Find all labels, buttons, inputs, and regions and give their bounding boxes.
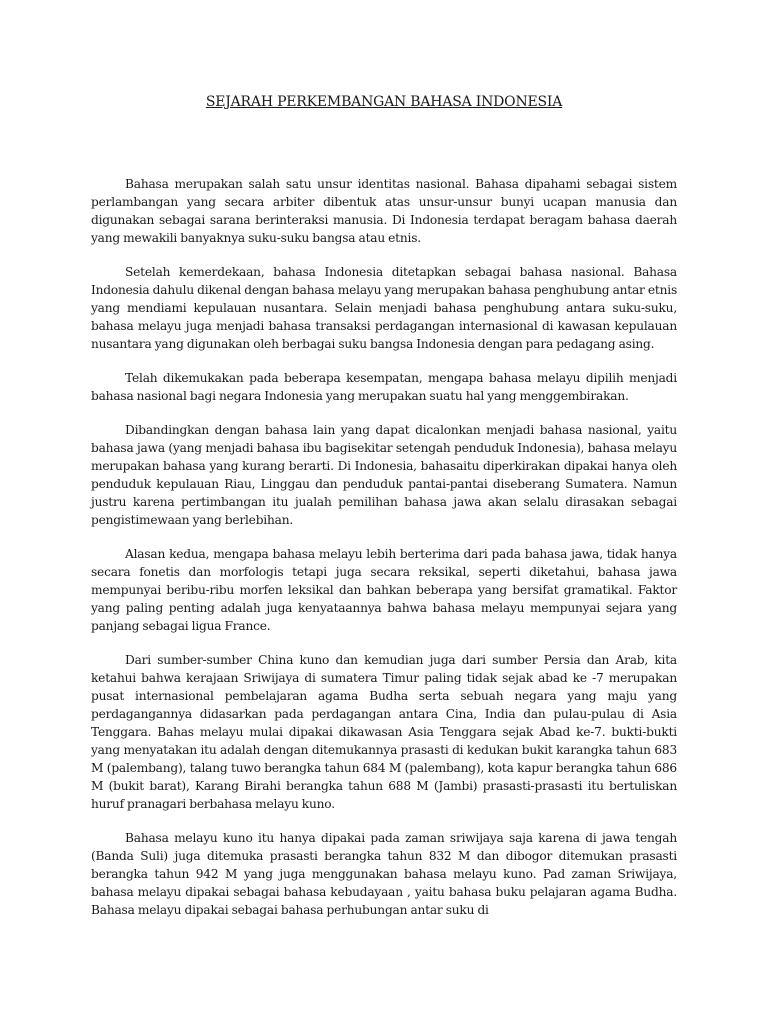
paragraph-6: Dari sumber-sumber China kuno dan kemudian juga dari sumber Persia dan Arab, kita ketahui bahwa kerajaan Sriwijaya di sumatera Timur paling tidak sejak abad ke -7 merupakan pusat internasional pembelajaran agama Budha serta sebuah negara yang maju yang perdagangannya didasarkan pada perdagangan antara Cina, India dan pulau-pulau di Asia Tenggara. Bahas melayu mulai dipakai dikawasan Asia Tenggara sejak Abad ke-7. bukti-bukti yang menyatakan itu adalah dengan ditemukannya prasasti di kedukan bukit karangka tahun 683 M (palembang), talang tuwo berangka tahun 684 M (palembang), kota kapur berangka tahun 686 M (bukit barat), Karang Birahi berangka tahun 688 M (Jambi) prasasti-prasasti itu bertuliskan huruf pranagari berbahasa melayu kuno. bbox=[91, 653, 677, 811]
paragraph-4: Dibandingkan dengan bahasa lain yang dapat dicalonkan menjadi bahasa nasional, yaitu bahasa jawa (yang menjadi bahasa ibu bagisekitar setengah penduduk Indonesia), bahasa melayu merupakan bahasa yang kurang berarti. Di Indonesia, bahasaitu diperkirakan dipakai hanya oleh penduduk kepulauan Riau, Linggau dan penduduk pantai-pantai diseberang Sumatera. Namun justru karena pertimbangan itu jualah pemilihan bahasa jawa akan selalu dirasakan sebagai pengistimewaan yang berlebihan. bbox=[91, 423, 677, 527]
document-title: SEJARAH PERKEMBANGAN BAHASA INDONESIA bbox=[205, 94, 563, 110]
document-body bbox=[91, 175, 677, 935]
paragraph-7: Bahasa melayu kuno itu hanya dipakai pada zaman sriwijaya saja karena di jawa tengah (Banda Suli) juga ditemuka prasasti berangka tahun 832 M dan dibogor ditemukan prasasti berangka tahun 942 M yang juga menggunakan bahasa melayu kuno. Pad zaman Sriwijaya, bahasa melayu dipakai sebagai bahasa kebudayaan , yaitu bahasa buku pelajaran agama Budha. Bahasa melayu dipakai sebagai bahasa perhubungan antar suku di bbox=[91, 831, 677, 917]
paragraph-2: Setelah kemerdekaan, bahasa Indonesia ditetapkan sebagai bahasa nasional. Bahasa Indonesia dahulu dikenal dengan bahasa melayu yang merupakan bahasa penghubung antar etnis yang mendiami kepulauan nusantara. Selain menjadi bahasa penghubung antara suku-suku, bahasa melayu juga menjadi bahasa transaksi perdagangan internasional di kawasan kepulauan nusantara yang digunakan oleh berbagai suku bangsa Indonesia dengan para pedagang asing. bbox=[91, 265, 677, 351]
paragraph-3: Telah dikemukakan pada beberapa kesempatan, mengapa bahasa melayu dipilih menjadi bahasa nasional bagi negara Indonesia yang merupakan suatu hal yang menggembirakan. bbox=[91, 371, 677, 403]
paragraph-1: Bahasa merupakan salah satu unsur identitas nasional. Bahasa dipahami sebagai sistem perlambangan yang secara arbiter dibentuk atas unsur-unsur bunyi ucapan manusia dan digunakan sebagai sarana berinteraksi manusia. Di Indonesia terdapat beragam bahasa daerah yang mewakili banyaknya suku-suku bangsa atau etnis. bbox=[91, 177, 677, 245]
paragraph-5: Alasan kedua, mengapa bahasa melayu lebih berterima dari pada bahasa jawa, tidak hanya secara fonetis dan morfologis tetapi juga secara reksikal, seperti diketahui, bahasa jawa mempunyai beribu-ribu morfen leksikal dan bahkan beberapa yang bersifat gramatikal. Faktor yang paling penting adalah juga kenyataannya bahwa bahasa melayu mempunyai sejara yang panjang sebagai ligua France. bbox=[91, 547, 677, 633]
